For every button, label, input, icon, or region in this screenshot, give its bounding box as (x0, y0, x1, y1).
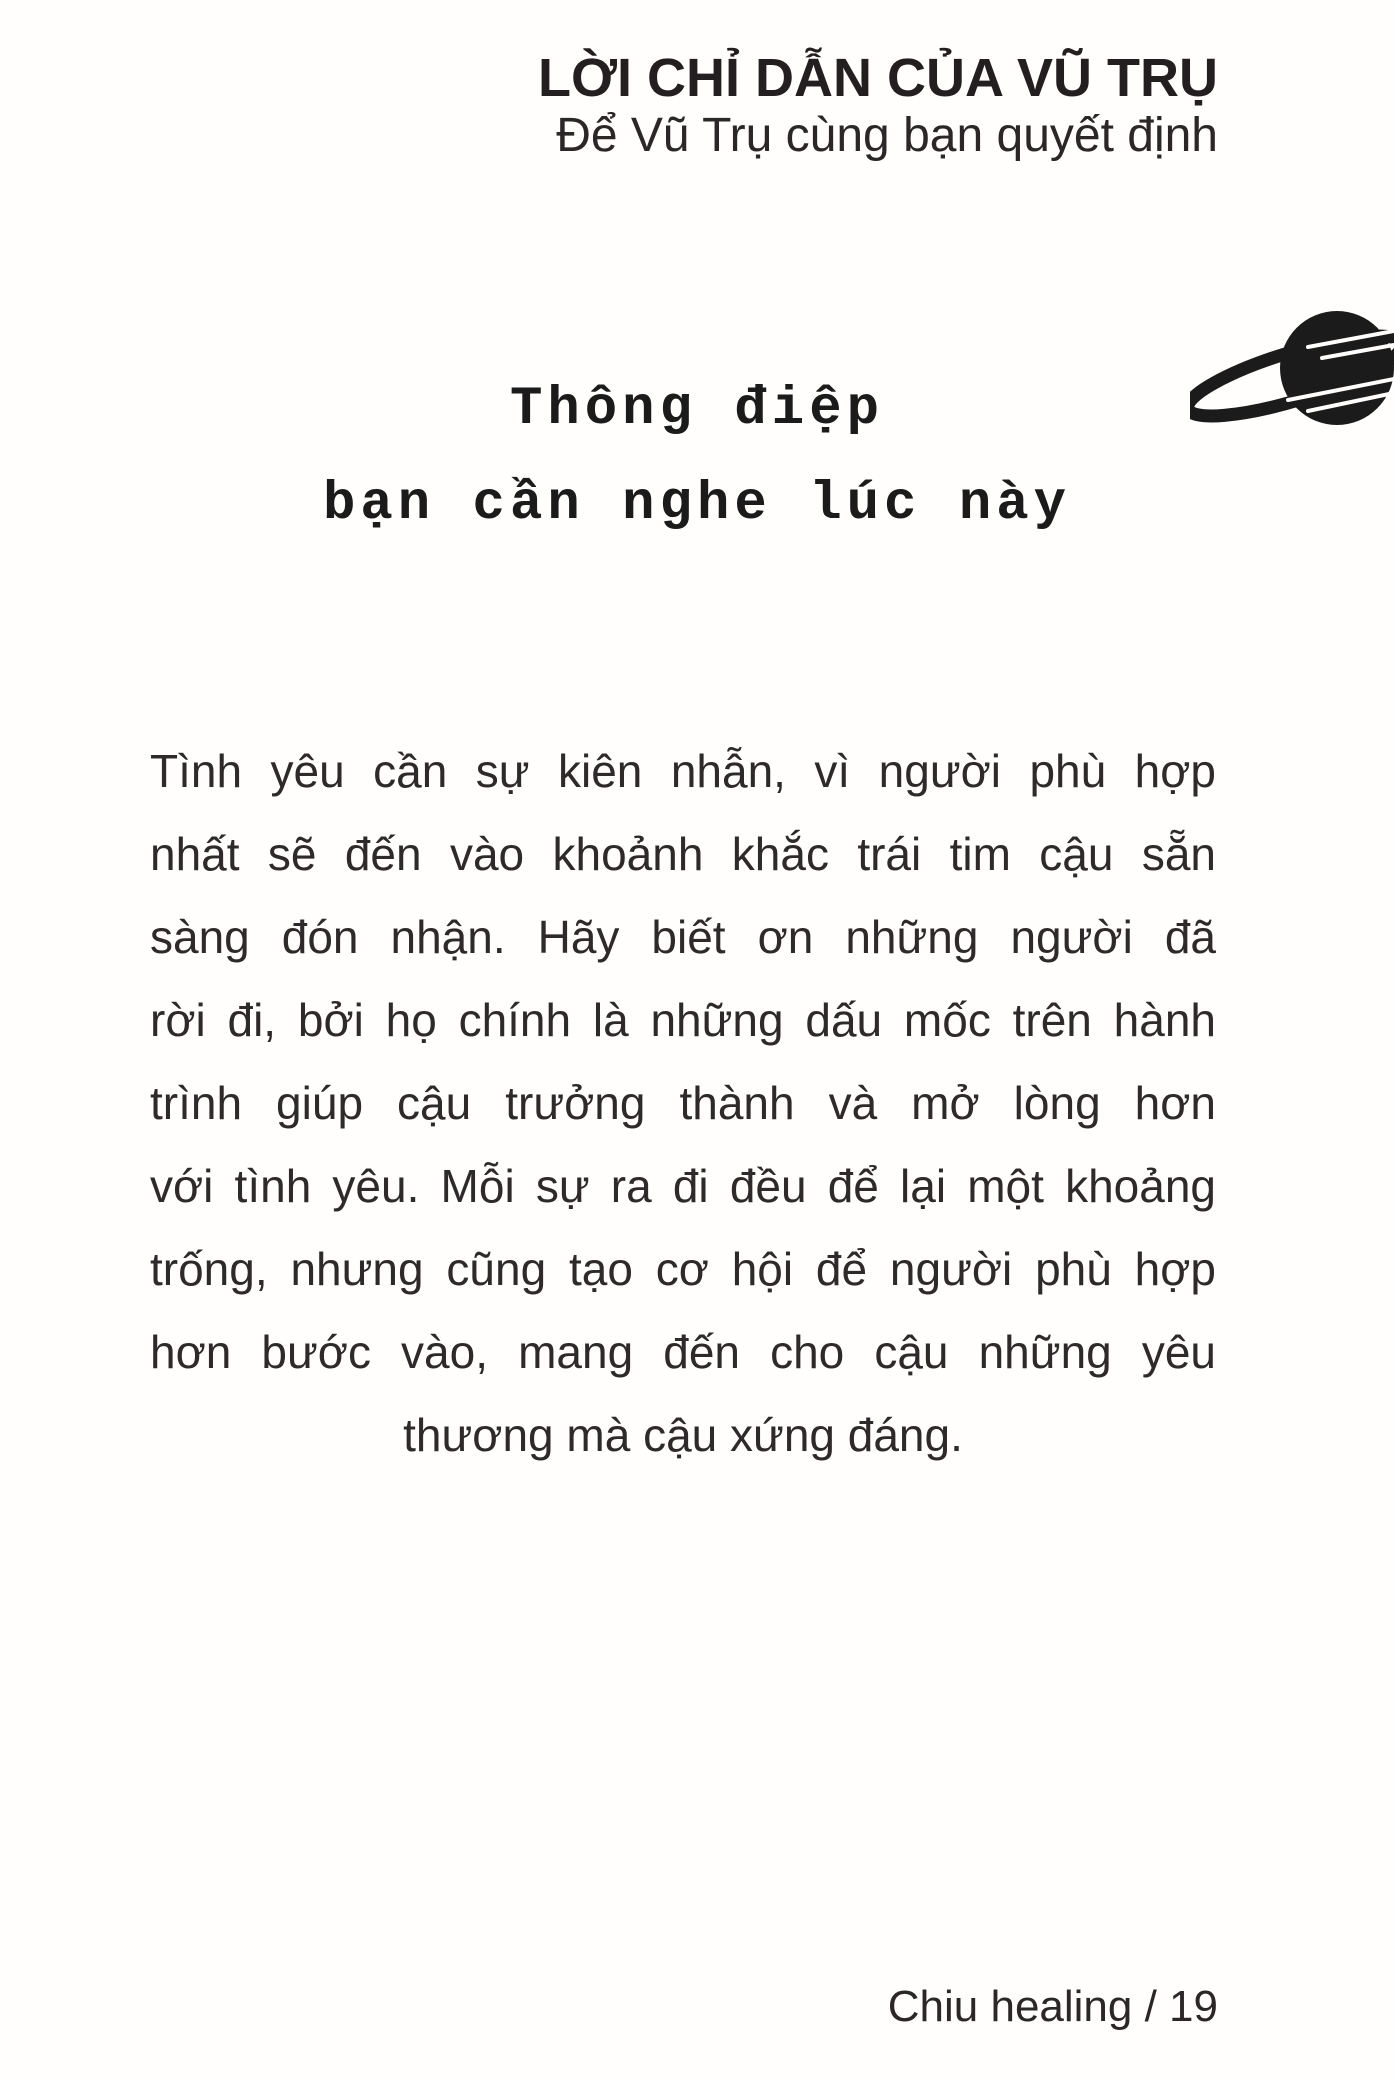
paragraph-line: với tình yêu. Mỗi sự ra đi đều để lại một khoảng (150, 1160, 1216, 1212)
page-footer (888, 1982, 1218, 2032)
chapter-title-line1: Thông điệp (509, 379, 885, 440)
message-paragraph (150, 730, 1216, 1477)
book-subtitle: Để Vũ Trụ cùng bạn quyết định (556, 109, 1218, 162)
running-header (538, 48, 1218, 164)
paragraph-line: sàng đón nhận. Hãy biết ơn những người đã (150, 911, 1216, 963)
footer-text: Chiu healing / 19 (887, 1982, 1218, 2031)
paragraph-line: nhất sẽ đến vào khoảnh khắc trái tim cậu sẵn (150, 828, 1216, 880)
chapter-title-line2: bạn cần nghe lúc này (322, 474, 1072, 535)
paragraph-line: trình giúp cậu trưởng thành và mở lòng hơn (150, 1077, 1216, 1129)
paragraph-line: Tình yêu cần sự kiên nhẫn, vì người phù hợp (150, 745, 1216, 797)
paragraph-line: trống, nhưng cũng tạo cơ hội để người phù hợp (150, 1243, 1216, 1295)
paragraph-line: rời đi, bởi họ chính là những dấu mốc trên hành (150, 994, 1216, 1046)
book-title: LỜI CHỈ DẪN CỦA VŨ TRỤ (537, 48, 1218, 108)
paragraph-line: thương mà cậu xứng đáng. (403, 1409, 963, 1461)
paragraph-line: hơn bước vào, mang đến cho cậu những yêu (150, 1326, 1216, 1378)
chapter-title (0, 362, 1394, 552)
